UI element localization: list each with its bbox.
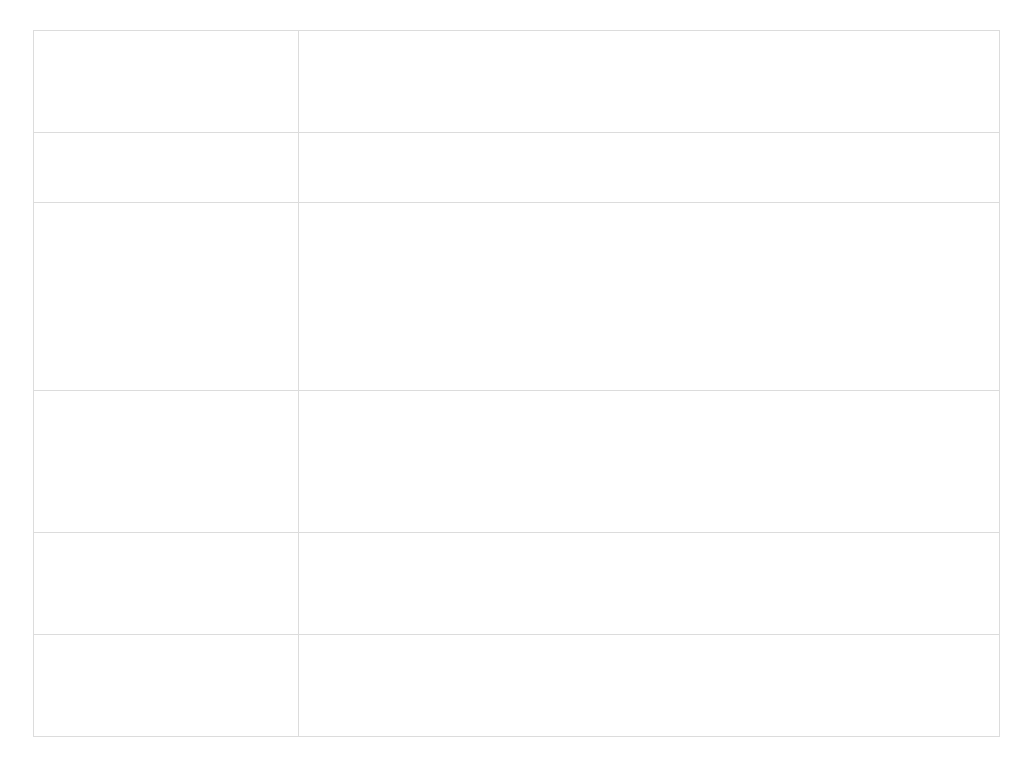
row-value-cell [299,133,1000,203]
table-row [34,635,1000,737]
row-label-cell [34,31,299,133]
table-row [34,31,1000,133]
row-label-cell [34,533,299,635]
row-value-cell [299,31,1000,133]
details-table [33,30,1000,737]
row-label-cell [34,133,299,203]
row-value-cell [299,203,1000,391]
table-row [34,203,1000,391]
row-value-cell [299,391,1000,533]
row-value-cell [299,635,1000,737]
table-row [34,391,1000,533]
row-value-cell [299,533,1000,635]
row-label-cell [34,391,299,533]
table-row [34,133,1000,203]
row-label-cell [34,635,299,737]
table-row [34,533,1000,635]
row-label-cell [34,203,299,391]
